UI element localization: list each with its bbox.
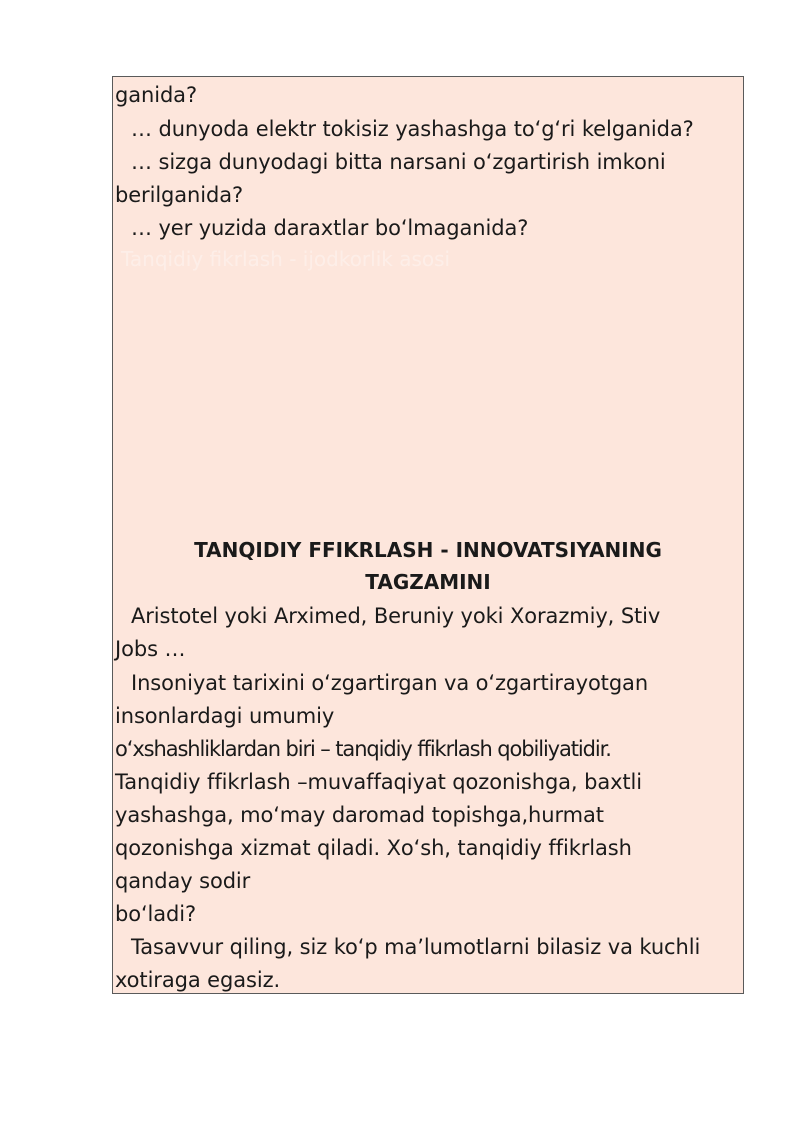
- text-line: boʻladi?: [115, 902, 197, 926]
- text-line: Insoniyat tarixini oʻzgartirgan va oʻzgartirayotgan: [131, 671, 649, 695]
- text-line: … sizga dunyodagi bitta narsani oʻzgartirish imkoni: [131, 150, 666, 174]
- text-line: Aristotel yoki Arximed, Beruniy yoki Xorazmiy, Stiv: [131, 604, 661, 628]
- text-line: qozonishga xizmat qiladi. Xoʻsh, tanqidiy ffikrlash: [115, 836, 632, 860]
- text-line: ganida?: [115, 83, 197, 107]
- text-line: Tanqidiy ffikrlash –muvaffaqiyat qozonishga, baxtli: [115, 770, 643, 794]
- text-line: yashashga, moʻmay daromad topishga,hurmat: [115, 803, 604, 827]
- text-line: qanday sodir: [115, 869, 251, 893]
- text-line: xotiraga egasiz.: [115, 968, 281, 992]
- text-line: berilganida?: [115, 183, 244, 207]
- text-line: … yer yuzida daraxtlar boʻlmaganida?: [131, 216, 529, 240]
- text-line: Tasavvur qiling, siz koʻp maʼlumotlarni bilasiz va kuchli: [131, 935, 701, 959]
- text-line: Jobs …: [115, 637, 186, 661]
- text-line: … dunyoda elektr tokisiz yashashga toʻgʻri kelganida?: [131, 117, 694, 141]
- document-page: [112, 76, 744, 994]
- section-heading-line-2: TAGZAMINI: [365, 570, 491, 594]
- faint-background-text: Tanqidiy fikrlash - ijodkorlik asosi: [121, 247, 451, 271]
- text-line: insonlardagi umumiy: [115, 704, 335, 728]
- section-heading-line-1: TANQIDIY FFIKRLASH - INNOVATSIYANING: [194, 538, 662, 562]
- text-line: oʻxshashliklardan biri – tanqidiy ffikrlash qobiliyatidir.: [115, 737, 611, 761]
